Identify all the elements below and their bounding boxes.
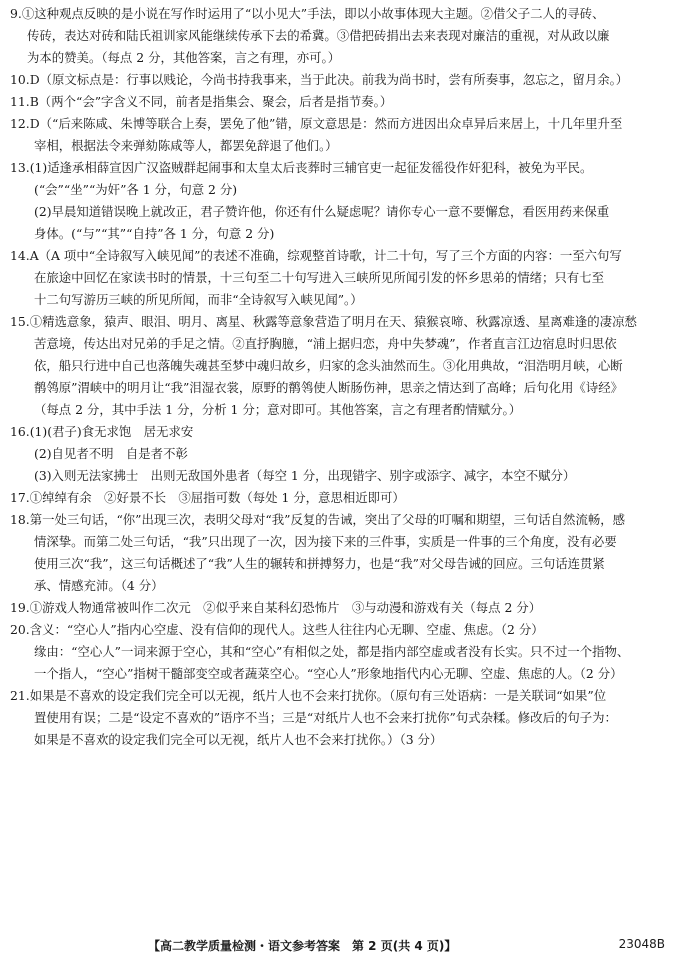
text-line: 苦意境，传达出对兄弟的手足之情。②直抒胸臆，“浦上据归恋，舟中失梦魂”，作者直言江边宿息时归思依 (34, 336, 617, 351)
text-line: 21.如果是不喜欢的设定我们完全可以无视，纸片人也不会来打扰你。（原句有三处语病：一是关联词“如果”位 (10, 688, 607, 703)
page-footer (0, 937, 677, 953)
text-line: 11.B（两个“会”字含义不同，前者是指集会、聚会，后者是指节奏。） (10, 94, 393, 109)
text-line: 13.(1)适逢承相薛宣因广汉盗贼群起闹事和太皇太后丧葬时三辅官吏一起征发徭役作奸犯科，被免为平民。 (10, 160, 593, 175)
document-code: 23048B (618, 937, 665, 951)
text-line: （每点 2 分，其中手法 1 分，分析 1 分；意对即可。其他答案，言之有理者酌情赋分。） (34, 402, 522, 417)
text-line: 为本的赞美。（每点 2 分，其他答案，言之有理，亦可。） (27, 50, 341, 65)
text-line: 14.A（A 项中“全诗叙写入峡见闻”的表述不准确，综观整首诗歌，计二十句，写了三个方面的内容：一至六句写 (10, 248, 622, 263)
text-line: 18.第一处三句话，“你”出现三次，表明父母对“我”反复的告诫，突出了父母的叮嘱和期望，三句话自然流畅，感 (10, 512, 626, 527)
text-line: 20.含义：“空心人”指内心空虚、没有信仰的现代人。这些人往往内心无聊、空虚、焦虑。（2 分） (10, 622, 544, 637)
text-line: 在旅途中回忆在家读书时的情景，十三句至二十句写进入三峡所见所闻引发的怀乡思弟的情绪；只有七至 (34, 270, 604, 285)
text-line: 17.①绰绰有余 ②好景不长 ③屈指可数（每处 1 分，意思相近即可） (10, 490, 405, 505)
text-line: 情深挚。而第二处三句话，“我”只出现了一次，因为接下来的三件事，实质是一件事的三个角度，没有必要 (34, 534, 617, 549)
text-line: 身体。(“与”“其”“自持”各 1 分，句意 2 分) (34, 226, 275, 241)
text-line: 使用三次“我”，这三句话概述了“我”人生的辗转和拼搏努力，也是“我”对父母告诫的回应。三句话连贯紧 (34, 556, 605, 571)
text-line: 9.①这种观点反映的是小说在写作时运用了“以小见大”手法，即以小故事体现大主题。②借父子二人的寻砖、 (10, 6, 605, 21)
text-line: 承、情感充沛。（4 分） (34, 578, 164, 593)
text-line: 如果是不喜欢的设定我们完全可以无视，纸片人也不会来打扰你。）（3 分） (34, 732, 443, 747)
text-line: 宰相，根据法令来弹劾陈咸等人，都罢免辞退了他们。） (34, 138, 338, 153)
footer-title: 【高二教学质量检测・语文参考答案 第 2 页(共 4 页)】 (148, 939, 457, 953)
text-line: 传砖，表达对砖和陆氏祖训家风能继续传承下去的希冀。③借把砖捐出去来表现对廉洁的重视，对从政以廉 (27, 28, 610, 43)
text-line: 鹡鸰原”渭峡中的明月让“我”泪湿衣裳，原野的鹡鸰使人断肠伤神，思亲之情达到了高峰；后句化用《诗经》 (34, 380, 623, 395)
text-line: 19.①游戏人物通常被叫作二次元 ②似乎来自某科幻恐怖片 ③与动漫和游戏有关（每点 2 分） (10, 600, 542, 615)
text-line: 15.①精选意象，猿声、眼泪、明月、离星、秋露等意象营造了明月在天、猿猴哀啼、秋露凉透、星离难逢的凄凉愁 (10, 314, 637, 329)
answer-content (10, 6, 664, 754)
text-line: (2)自见者不明 自是者不彰 (34, 446, 188, 461)
text-line: 16.(1)(君子)食无求饱 居无求安 (10, 424, 194, 439)
text-line: (2)早晨知道错误晚上就改正，君子赞许他，你还有什么疑虑呢？请你专心一意不要懈怠，看医用药来保重 (34, 204, 610, 219)
text-line: (“会”“坐”“为奸”各 1 分，句意 2 分) (34, 182, 238, 197)
text-line: 十二句写游历三峡的所见所闻，而非“全诗叙写入峡见闻”。） (34, 292, 363, 307)
text-line: 10.D（原文标点是：行事以贱论，今尚书持我事来，当于此决。前我为尚书时，尝有所奏事，忽忘之，留月余。） (10, 72, 629, 87)
text-line: 置使用有误；二是“设定不喜欢的”语序不当；三是“对纸片人也不会来打扰你”句式杂糅。修改后的句子为： (34, 710, 617, 725)
text-line: 12.D（“后来陈咸、朱博等联合上奏，罢免了他”错，原文意思是：然而方进因出众卓异后来居上，十几年里升至 (10, 116, 623, 131)
text-line: 一个指人，“空心”指树干髓部变空或者蔬菜空心。“空心人”形象地指代内心无聊、空虚、焦虑的人。（2 分） (34, 666, 623, 681)
text-line: 缘由：“空心人”一词来源于空心，其和“空心”有相似之处，都是指内部空虚或者没有长实。只不过一个指物、 (34, 644, 630, 659)
text-line: (3)入则无法家拂士 出则无敌国外患者（每空 1 分，出现错字、别字或添字、减字，本空不赋分） (34, 468, 576, 483)
text-line: 依，船只行进中自己也落魄失魂甚至梦中魂归故乡，归家的念头油然而生。③化用典故，“泪浩明月峡，心断 (34, 358, 623, 373)
